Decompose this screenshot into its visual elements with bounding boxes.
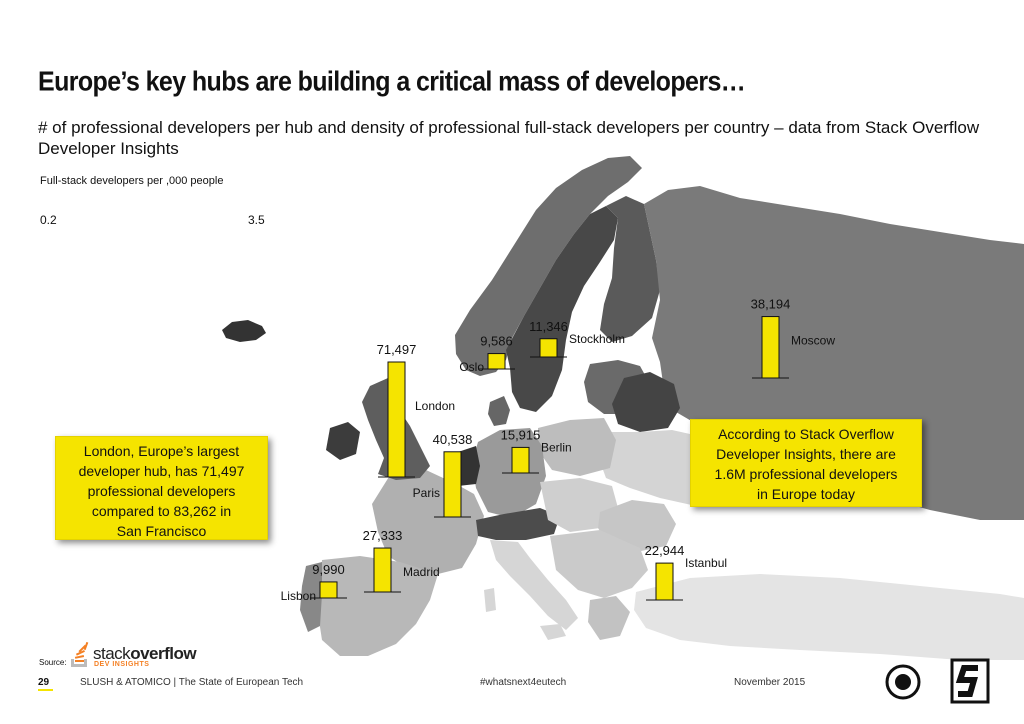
atomico-logo-icon: [950, 658, 990, 704]
bar-value-label: 38,194: [750, 296, 791, 312]
footer-hashtag: #whatsnext4eutech: [480, 677, 567, 688]
page-title: Europe’s key hubs are building a critical mass of developers…: [38, 66, 746, 98]
country-turkey: [634, 574, 1024, 660]
bar-stockholm: [540, 339, 557, 357]
bar-oslo: [488, 354, 505, 369]
slush-logo-icon: [883, 662, 923, 702]
callout-stack-overflow: [690, 419, 922, 507]
page-number-underline: [38, 689, 53, 691]
legend-min-label: 0.2: [40, 213, 57, 227]
city-label: London: [415, 399, 456, 413]
wordmark-bold: overflow: [130, 644, 197, 663]
footer-publisher: SLUSH & ATOMICO | The State of European Tech: [80, 677, 304, 688]
callout-line: professional developers: [87, 483, 236, 499]
callout-line: in Europe today: [756, 486, 856, 502]
country-denmark: [488, 396, 510, 426]
callout-line: San Francisco: [116, 523, 207, 539]
bar-value-label: 71,497: [376, 342, 417, 357]
bar-value-label: 15,915: [500, 427, 541, 443]
bar-value-label: 11,346: [529, 318, 568, 334]
bar-paris: [444, 452, 461, 517]
legend-max-label: 3.5: [248, 213, 265, 227]
callout-line: developer hub, has 71,497: [78, 463, 245, 479]
wordmark-light: stack: [93, 644, 131, 663]
callout-line: According to Stack Overflow: [718, 426, 894, 442]
source-label: Source:: [39, 658, 67, 667]
stack-overflow-subtitle: DEV INSIGHTS: [94, 661, 150, 668]
stack-overflow-logo-icon: [68, 642, 92, 672]
bar-moscow: [762, 317, 779, 378]
country-ireland: [326, 422, 360, 460]
bar-value-label: 27,333: [362, 528, 403, 544]
page-number: 29: [38, 677, 50, 688]
city-label: Madrid: [403, 565, 440, 580]
bar-london: [388, 362, 405, 477]
city-label: Berlin: [541, 440, 572, 455]
city-label: Moscow: [791, 333, 836, 348]
page-subtitle: # of professional developers per hub and density of professional full-stack developers per country – data from Stack Overflow Developer Insights: [38, 118, 980, 158]
callout-line: compared to 83,262 in: [91, 503, 232, 519]
bar-value-label: 9,586: [480, 333, 513, 349]
city-label: Oslo: [459, 360, 484, 374]
callout-line: London, Europe’s largest: [83, 443, 240, 459]
city-label: Istanbul: [685, 556, 728, 571]
country-iceland: [222, 320, 266, 342]
bar-value-label: 22,944: [644, 543, 685, 559]
bar-istanbul: [656, 563, 673, 600]
bar-value-label: 9,990: [312, 561, 345, 577]
bar-value-label: 40,538: [432, 431, 473, 447]
country-greece: [588, 596, 630, 640]
city-label: Paris: [412, 486, 440, 500]
callout-line: Developer Insights, there are: [716, 446, 896, 462]
bar-lisbon: [320, 582, 337, 598]
callout-london: [55, 436, 268, 540]
city-label: Stockholm: [569, 331, 626, 346]
bar-berlin: [512, 447, 529, 473]
bar-madrid: [374, 548, 391, 592]
legend-title: Full-stack developers per ,000 people: [40, 175, 224, 187]
city-label: Lisbon: [280, 589, 316, 603]
footer-date: November 2015: [734, 677, 806, 688]
country-sardinia: [484, 588, 496, 612]
callout-line: 1.6M professional developers: [714, 466, 898, 482]
map-countries: [222, 156, 1024, 660]
